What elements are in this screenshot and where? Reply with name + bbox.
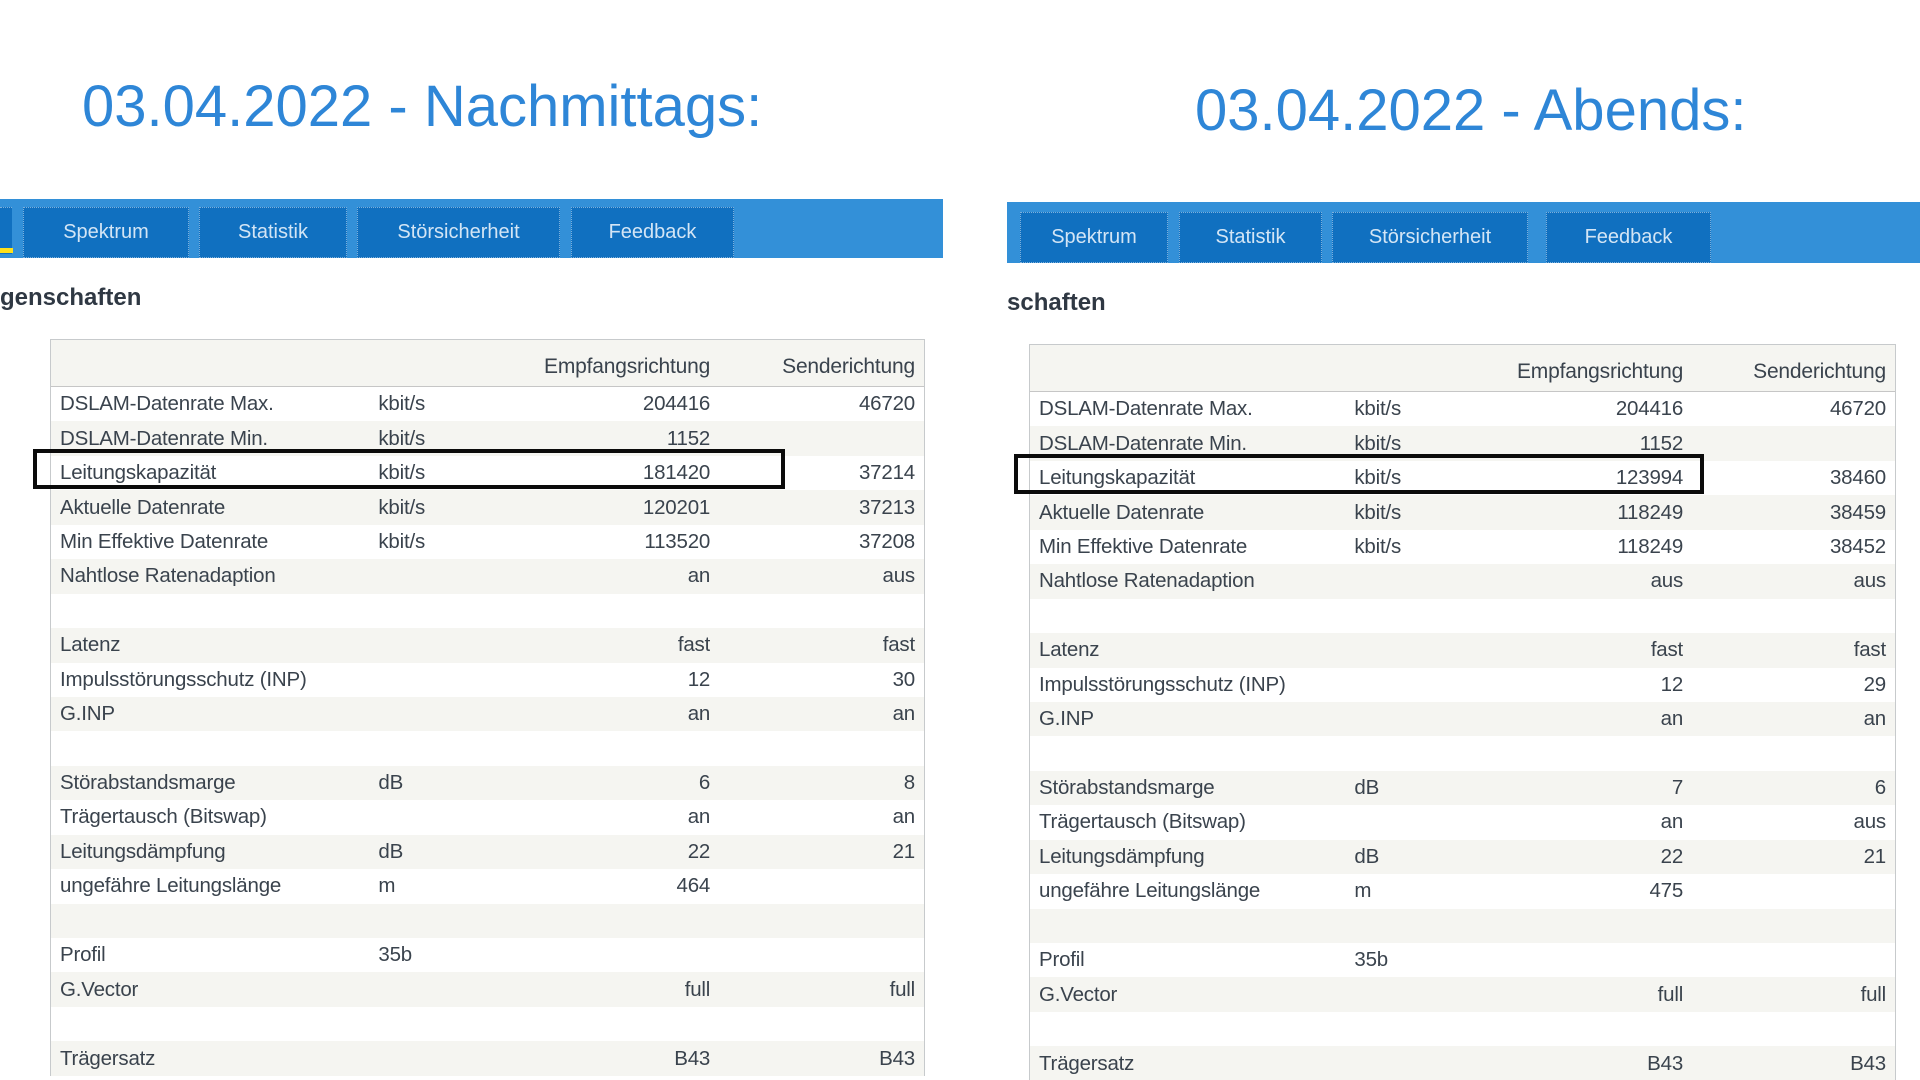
table-row <box>1030 805 1895 839</box>
table-row <box>51 663 924 697</box>
tab-stoersicherheit[interactable]: Störsicherheit <box>1332 212 1528 263</box>
cell-empfang: 7 <box>1671 776 1684 800</box>
table-row <box>51 938 924 972</box>
tab-spektrum[interactable]: Spektrum <box>23 207 189 258</box>
cell-sende: 46720 <box>1829 397 1886 421</box>
section-heading: genschaften <box>0 284 142 311</box>
cell-sende: full <box>1860 982 1886 1006</box>
cell-label: Impulsstörungsschutz (INP) <box>1039 672 1286 696</box>
cell-label: Aktuelle Datenrate <box>60 495 226 519</box>
table-row-spacer <box>51 731 924 765</box>
cell-empfang: 204416 <box>1615 397 1684 421</box>
cell-empfang: an <box>687 564 711 588</box>
cell-empfang: 1152 <box>1639 431 1684 455</box>
table-row <box>51 766 924 800</box>
cell-label: Leitungskapazität <box>1039 466 1196 490</box>
cell-empfang: 118249 <box>1617 534 1684 558</box>
table-row-spacer <box>51 904 924 938</box>
tab-list <box>0 199 943 258</box>
table-row-spacer <box>1030 736 1895 770</box>
cell-empfang: 12 <box>687 667 711 691</box>
cell-empfang: B43 <box>1647 1051 1684 1075</box>
tab-feedback[interactable]: Feedback <box>571 207 734 258</box>
table-row <box>1030 840 1895 874</box>
table-row <box>51 1041 924 1075</box>
header-senderichtung: Senderichtung <box>1753 360 1886 383</box>
cell-label: G.Vector <box>60 977 139 1001</box>
tab-statistik[interactable]: Statistik <box>199 207 347 258</box>
tab-stoersicherheit[interactable]: Störsicherheit <box>357 207 560 258</box>
cell-unit: kbit/s <box>378 461 426 485</box>
highlight-box-leitungskapazitaet <box>33 449 785 489</box>
cell-empfang: 22 <box>687 839 711 863</box>
cell-sende: full <box>889 977 915 1001</box>
cell-label: Leitungsdämpfung <box>60 839 226 863</box>
cell-unit: dB <box>378 771 404 795</box>
table-row <box>51 835 924 869</box>
cell-sende: an <box>892 702 915 726</box>
table-row-spacer <box>1030 909 1895 943</box>
cell-label: ungefähre Leitungslänge <box>60 874 282 898</box>
cell-label: Nahtlose Ratenadaption <box>60 564 276 588</box>
table-row <box>51 490 924 524</box>
header-empfangsrichtung: Empfangsrichtung <box>1517 360 1684 383</box>
page-title: 03.04.2022 - Abends: <box>1195 78 1747 143</box>
table-row <box>1030 1046 1895 1080</box>
cell-sende: 6 <box>1874 776 1886 800</box>
cell-unit: kbit/s <box>378 392 426 416</box>
cell-empfang: 118249 <box>1617 500 1684 524</box>
cell-empfang: 123994 <box>1615 466 1684 490</box>
cell-empfang: an <box>1660 810 1684 834</box>
cell-label: Trägersatz <box>1039 1051 1135 1075</box>
cell-sende: an <box>1863 707 1886 731</box>
cell-sende: B43 <box>1850 1051 1886 1075</box>
table-row <box>1030 943 1895 977</box>
cell-empfang: an <box>687 805 711 829</box>
cell-label: Min Effektive Datenrate <box>60 529 269 553</box>
cell-label: ungefähre Leitungslänge <box>1039 879 1261 903</box>
cell-empfang: 6 <box>698 771 711 795</box>
cell-unit: kbit/s <box>1354 500 1402 524</box>
tab-bar <box>1007 202 1920 263</box>
cell-label: Min Effektive Datenrate <box>1039 534 1248 558</box>
cell-empfang: 181420 <box>642 461 711 485</box>
cell-sende: an <box>892 805 915 829</box>
tab-bar <box>0 199 943 258</box>
cell-sende: aus <box>1853 810 1886 834</box>
table-row <box>51 525 924 559</box>
cell-label: Trägertausch (Bitswap) <box>1039 810 1246 834</box>
table-row <box>1030 702 1895 736</box>
tab-feedback[interactable]: Feedback <box>1546 212 1711 263</box>
highlight-box-leitungskapazitaet <box>1014 454 1704 494</box>
table-row <box>51 387 924 421</box>
cell-unit: kbit/s <box>378 529 426 553</box>
cell-label: DSLAM-Datenrate Max. <box>60 392 274 416</box>
table-row <box>51 800 924 834</box>
cell-empfang: 1152 <box>666 426 711 450</box>
cell-sende: 29 <box>1863 672 1886 696</box>
cell-label: Störabstandsmarge <box>1039 776 1215 800</box>
cell-label: Latenz <box>1039 638 1100 662</box>
table-row <box>1030 564 1895 598</box>
cell-sende: aus <box>882 564 915 588</box>
cell-label: DSLAM-Datenrate Min. <box>1039 431 1247 455</box>
table-body <box>51 387 924 1076</box>
table-row <box>1030 392 1895 426</box>
cell-unit: m <box>1354 879 1372 903</box>
cell-label: Leitungsdämpfung <box>1039 844 1205 868</box>
cell-unit: kbit/s <box>378 426 426 450</box>
cell-empfang: 464 <box>676 874 711 898</box>
cell-sende: 37213 <box>858 495 915 519</box>
cell-label: Impulsstörungsschutz (INP) <box>60 667 307 691</box>
cell-empfang: fast <box>1650 638 1684 662</box>
table-row <box>1030 530 1895 564</box>
cell-label: Trägersatz <box>60 1046 156 1070</box>
cell-sende: aus <box>1853 569 1886 593</box>
table-row <box>51 869 924 903</box>
cell-empfang: fast <box>677 633 711 657</box>
cell-label: Profil <box>1039 948 1085 972</box>
cell-label: Trägertausch (Bitswap) <box>60 805 267 829</box>
cell-unit: dB <box>378 839 404 863</box>
cell-sende: fast <box>1853 638 1886 662</box>
cell-label: G.Vector <box>1039 982 1118 1006</box>
cell-sende: 8 <box>903 771 915 795</box>
cell-empfang: full <box>684 977 711 1001</box>
cell-unit: kbit/s <box>1354 431 1402 455</box>
table-row <box>51 697 924 731</box>
cell-label: Aktuelle Datenrate <box>1039 500 1205 524</box>
table-row-spacer <box>1030 599 1895 633</box>
cell-label: Profil <box>60 943 106 967</box>
table-row <box>1030 668 1895 702</box>
table-row <box>1030 495 1895 529</box>
table-row <box>51 559 924 593</box>
table-header-row <box>51 340 924 387</box>
cell-sende: 38459 <box>1829 500 1886 524</box>
cell-empfang: 120201 <box>642 495 711 519</box>
cell-label: DSLAM-Datenrate Max. <box>1039 397 1253 421</box>
cell-sende: fast <box>882 633 915 657</box>
table-row-spacer <box>51 594 924 628</box>
cell-label: G.INP <box>1039 707 1094 731</box>
cell-sende: B43 <box>879 1046 915 1070</box>
cell-sende: 30 <box>892 667 915 691</box>
cell-unit: kbit/s <box>378 495 426 519</box>
cell-empfang: 12 <box>1660 672 1684 696</box>
table-row <box>1030 977 1895 1011</box>
section-heading: schaften <box>1007 289 1106 316</box>
cell-empfang: aus <box>1650 569 1684 593</box>
table-row-spacer <box>51 1007 924 1041</box>
cell-empfang: an <box>1660 707 1684 731</box>
cell-empfang: 22 <box>1660 844 1684 868</box>
cell-label: Störabstandsmarge <box>60 771 236 795</box>
cell-empfang: 204416 <box>642 392 711 416</box>
cell-sende: 46720 <box>858 392 915 416</box>
cell-sende: 38452 <box>1829 534 1886 558</box>
cell-empfang: full <box>1657 982 1684 1006</box>
header-empfangsrichtung: Empfangsrichtung <box>544 355 711 378</box>
table-row <box>51 972 924 1006</box>
cell-unit: 35b <box>378 943 412 967</box>
cell-empfang: 113520 <box>644 529 711 553</box>
cell-label: DSLAM-Datenrate Min. <box>60 426 268 450</box>
table-row <box>1030 633 1895 667</box>
table-row <box>1030 771 1895 805</box>
header-senderichtung: Senderichtung <box>782 355 915 378</box>
cell-unit: kbit/s <box>1354 466 1402 490</box>
cell-empfang: B43 <box>674 1046 711 1070</box>
cell-sende: 38460 <box>1829 466 1886 490</box>
cell-empfang: 475 <box>1649 879 1684 903</box>
cell-unit: kbit/s <box>1354 397 1402 421</box>
tab-list <box>1007 202 1920 263</box>
cell-sende: 21 <box>892 839 915 863</box>
page-title: 03.04.2022 - Nachmittags: <box>82 74 763 139</box>
tab-spektrum[interactable]: Spektrum <box>1020 212 1168 263</box>
cell-label: Leitungskapazität <box>60 461 217 485</box>
table-row-spacer <box>1030 1012 1895 1046</box>
cell-unit: 35b <box>1354 948 1388 972</box>
table-row <box>1030 874 1895 908</box>
cell-unit: dB <box>1354 776 1380 800</box>
table-body <box>1030 392 1895 1080</box>
cell-empfang: an <box>687 702 711 726</box>
cell-sende: 37208 <box>858 529 915 553</box>
cell-unit: m <box>378 874 396 898</box>
cell-unit: kbit/s <box>1354 534 1402 558</box>
cell-unit: dB <box>1354 844 1380 868</box>
table-header-row <box>1030 345 1895 392</box>
cell-label: Latenz <box>60 633 121 657</box>
cell-sende: 21 <box>1863 844 1886 868</box>
cell-label: G.INP <box>60 702 115 726</box>
tab-statistik[interactable]: Statistik <box>1179 212 1322 263</box>
cell-sende: 37214 <box>858 461 915 485</box>
cell-label: Nahtlose Ratenadaption <box>1039 569 1255 593</box>
table-row <box>51 628 924 662</box>
